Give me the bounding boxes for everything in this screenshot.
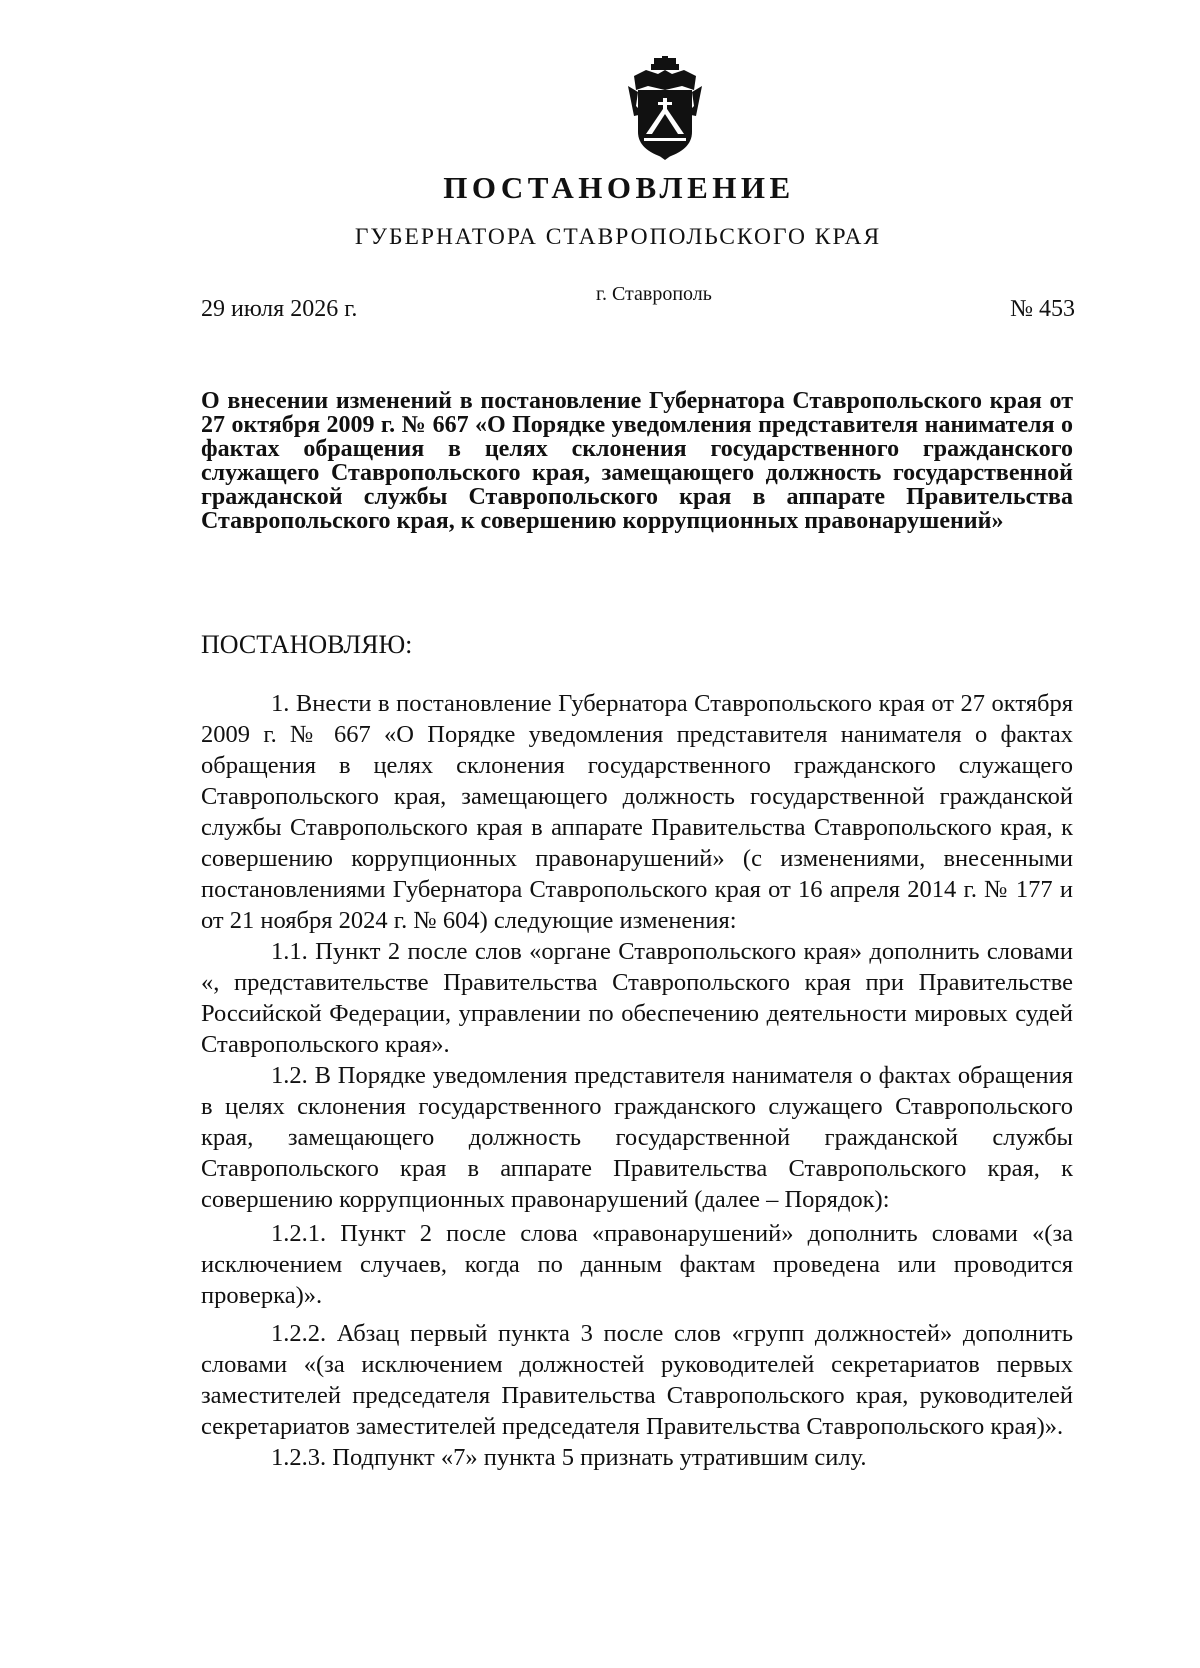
coat-of-arms-icon (624, 56, 706, 160)
paragraph-1-1: 1.1. Пункт 2 после слов «органе Ставропольского края» дополнить словами «, представительстве Правительства Ставропольского края при Правительстве Российской Федерации, управлении по обеспечению деятельности мировых судей Ставропольского края». (201, 938, 1073, 1058)
paragraph-1-2: 1.2. В Порядке уведомления представителя нанимателя о фактах обращения в целях склонения государственного гражданского служащего Ставропольского края, замещающего должность государственной гражданской службы Ставропольского края в аппарате Правительства Ставропольского края, к совершению коррупционных правонарушений (далее – Порядок): (201, 1062, 1073, 1213)
document-subject: О внесении изменений в постановление Губернатора Ставропольского края от 27 октября 2009 г. № 667 «О Порядке уведомления представителя нанимателя о фактах обращения в целях склонения государственного гражданского служащего Ставропольского края, замещающего должность государственной гражданской службы Ставропольского края в аппарате Правительства Ставропольского края, к совершению коррупционных правонарушений» (201, 388, 1073, 534)
document-body (201, 688, 1073, 1473)
issuing-authority: ГУБЕРНАТОРА СТАВРОПОЛЬСКОГО КРАЯ (354, 224, 882, 250)
decree-heading: ПОСТАНОВЛЯЮ: (201, 630, 413, 659)
document-date: 29 июля 2026 г. (201, 296, 358, 322)
document-type-title: ПОСТАНОВЛЕНИЕ (443, 170, 795, 205)
document-city: г. Ставрополь (596, 283, 712, 305)
document-number: № 453 (1010, 296, 1075, 322)
paragraph-1-2-1: 1.2.1. Пункт 2 после слова «правонарушений» дополнить словами «(за исключением случаев, когда по данным фактам проведена или проводится проверка)». (201, 1220, 1073, 1309)
paragraph-1-2-3: 1.2.3. Подпункт «7» пункта 5 признать утратившим силу. (271, 1444, 867, 1471)
paragraph-1: 1. Внести в постановление Губернатора Ставропольского края от 27 октября 2009 г. № 667 «О Порядке уведомления представителя нанимателя о фактах обращения в целях склонения государственного гражданского служащего Ставропольского края, замещающего должность государственной гражданской службы Ставропольского края в аппарате Правительства Ставропольского края, к совершению коррупционных правонарушений» (с изменениями, внесенными постановлениями Губернатора Ставропольского края от 16 апреля 2014 г. № 177 и от 21 ноября 2024 г. № 604) следующие изменения: (201, 690, 1073, 934)
paragraph-1-2-2: 1.2.2. Абзац первый пункта 3 после слов «групп должностей» дополнить словами «(за исключением должностей руководителей секретариатов первых заместителей председателя Правительства Ставропольского края, руководителей секретариатов заместителей председателя Правительства Ставропольского края)». (201, 1320, 1073, 1440)
